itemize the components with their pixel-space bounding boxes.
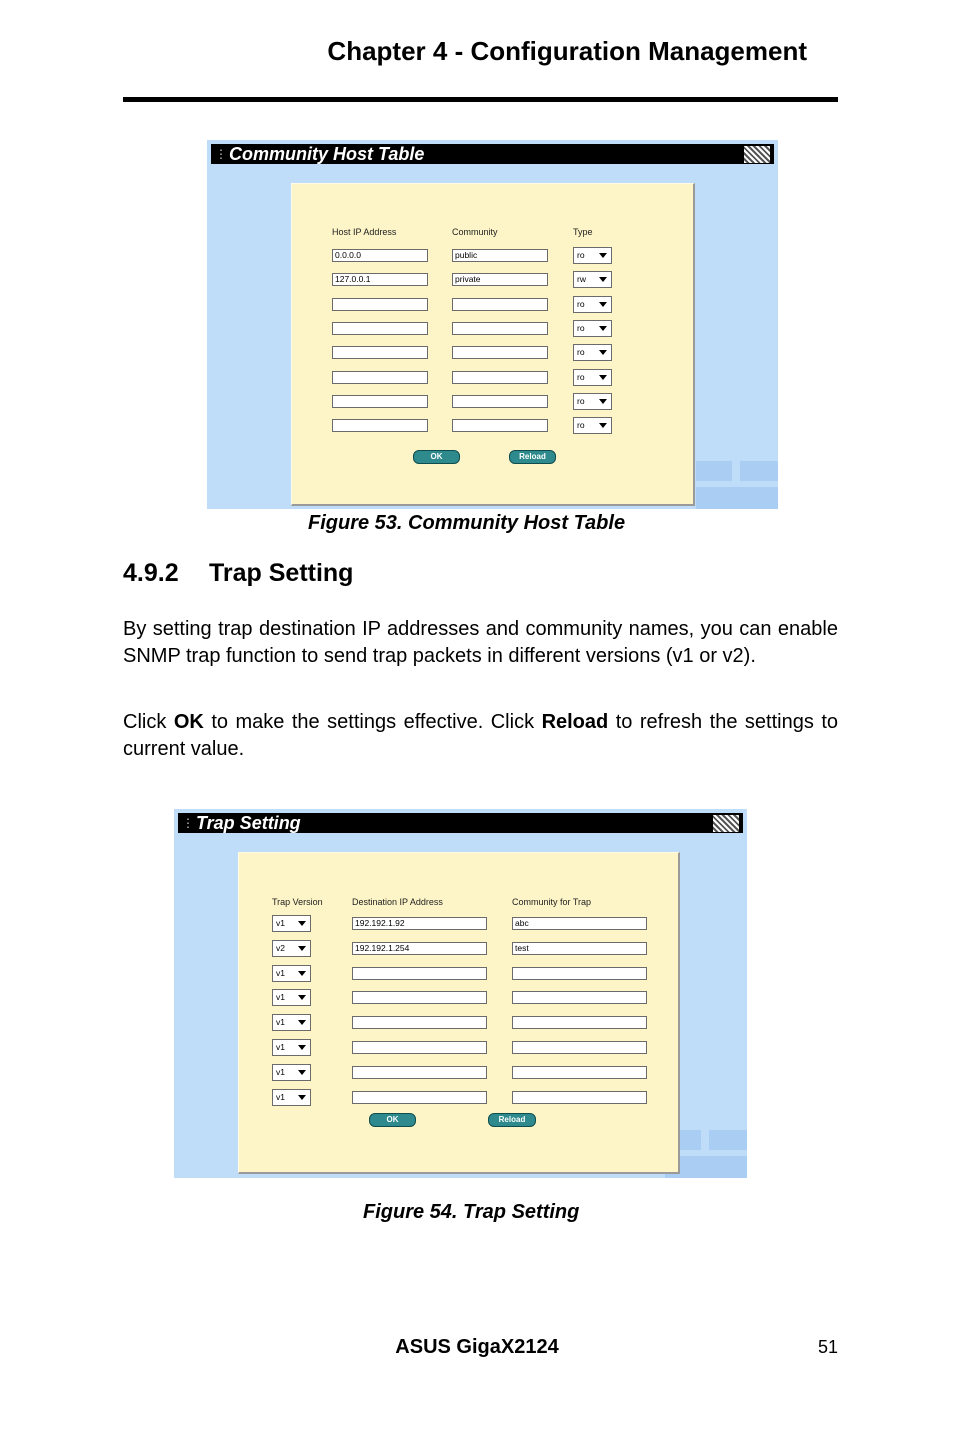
- destination-ip-input[interactable]: [352, 1041, 487, 1054]
- host-ip-input[interactable]: [332, 346, 428, 359]
- community-for-trap-input[interactable]: [512, 1041, 647, 1054]
- trap-version-value: v1: [276, 992, 285, 1003]
- type-select[interactable]: [573, 417, 612, 434]
- brand-logo-icon: [744, 146, 770, 163]
- trap-version-select[interactable]: [272, 1039, 311, 1056]
- column-header-community: Community: [452, 227, 498, 237]
- section-number: 4.9.2: [123, 559, 179, 587]
- chevron-down-icon: [599, 302, 607, 307]
- community-for-trap-input[interactable]: [512, 1016, 647, 1029]
- column-header-trap-version: Trap Version: [272, 897, 323, 907]
- community-for-trap-input[interactable]: test: [512, 942, 647, 955]
- reload-button[interactable]: Reload: [509, 450, 556, 464]
- trap-version-value: v1: [276, 1091, 285, 1102]
- community-for-trap-input[interactable]: [512, 1066, 647, 1079]
- column-header-destination-ip: Destination IP Address: [352, 897, 443, 907]
- para-text: to refresh the settings to current value.: [123, 711, 839, 760]
- destination-ip-input[interactable]: [352, 967, 487, 980]
- type-value: ro: [577, 371, 585, 382]
- ok-keyword: OK: [173, 711, 204, 733]
- chevron-down-icon: [298, 1095, 306, 1100]
- reload-keyword: Reload: [541, 711, 609, 733]
- para-text: Click: [123, 711, 174, 733]
- chevron-down-icon: [599, 326, 607, 331]
- type-select[interactable]: [573, 393, 612, 410]
- trap-version-value: v2: [276, 942, 285, 953]
- window-title: Trap Setting: [196, 813, 301, 833]
- footer-product-name: ASUS GigaX2124: [395, 1336, 559, 1358]
- paragraph-instructions: [123, 709, 838, 762]
- type-select[interactable]: [573, 296, 612, 313]
- host-ip-input[interactable]: [332, 298, 428, 311]
- community-input[interactable]: [452, 298, 548, 311]
- type-value: ro: [577, 395, 585, 406]
- ok-button[interactable]: OK: [413, 450, 460, 464]
- chevron-down-icon: [599, 399, 607, 404]
- column-header-host-ip: Host IP Address: [332, 227, 397, 237]
- window-title: Community Host Table: [229, 144, 425, 164]
- watermark-logo: [696, 461, 778, 509]
- window-menu-icon: ⋮: [182, 816, 194, 830]
- column-header-community-for-trap: Community for Trap: [512, 897, 592, 907]
- community-for-trap-input[interactable]: [512, 991, 647, 1004]
- window-menu-icon: ⋮: [215, 147, 227, 161]
- chevron-down-icon: [298, 1045, 306, 1050]
- trap-version-value: v1: [276, 967, 285, 978]
- chevron-down-icon: [599, 277, 607, 282]
- page-number: 51: [818, 1337, 839, 1357]
- type-select[interactable]: [573, 247, 612, 264]
- type-value: ro: [577, 298, 585, 309]
- trap-version-select[interactable]: [272, 1064, 311, 1081]
- chevron-down-icon: [298, 971, 306, 976]
- community-for-trap-input[interactable]: [512, 1091, 647, 1104]
- trap-setting-screenshot: [174, 809, 747, 1178]
- window-titlebar: [211, 144, 774, 164]
- column-header-type: Type: [573, 227, 593, 237]
- chevron-down-icon: [599, 350, 607, 355]
- type-select[interactable]: [573, 344, 612, 361]
- figure-53-caption: Figure 53. Community Host Table: [308, 512, 626, 534]
- chevron-down-icon: [599, 423, 607, 428]
- community-for-trap-input[interactable]: [512, 967, 647, 980]
- destination-ip-input[interactable]: 192.192.1.254: [352, 942, 487, 955]
- brand-logo-icon: [713, 815, 739, 832]
- community-input[interactable]: [452, 346, 548, 359]
- community-input[interactable]: [452, 395, 548, 408]
- paragraph-intro: By setting trap destination IP addresses and community names, you can enable SNMP trap function to send trap packets in different versions (v1 or v2).: [123, 618, 838, 667]
- community-for-trap-input[interactable]: abc: [512, 917, 647, 930]
- destination-ip-input[interactable]: [352, 991, 487, 1004]
- type-value: ro: [577, 322, 585, 333]
- type-value: ro: [577, 347, 585, 358]
- header-rule: [123, 97, 838, 102]
- reload-button[interactable]: Reload: [488, 1113, 536, 1127]
- trap-version-value: v1: [276, 1042, 285, 1052]
- trap-version-value: v1: [276, 1066, 285, 1077]
- type-value: rw: [577, 274, 586, 285]
- trap-version-select[interactable]: [272, 989, 311, 1006]
- trap-version-select[interactable]: [272, 1014, 311, 1031]
- destination-ip-input[interactable]: 192.192.1.92: [352, 917, 487, 930]
- chevron-down-icon: [298, 1070, 306, 1075]
- community-input[interactable]: [452, 322, 548, 335]
- community-host-form: [291, 183, 695, 506]
- section-title: Trap Setting: [209, 559, 354, 587]
- trap-version-select[interactable]: [272, 915, 311, 932]
- host-ip-input[interactable]: [332, 322, 428, 335]
- trap-version-value: v1: [276, 918, 285, 928]
- figure-54-caption: Figure 54. Trap Setting: [363, 1201, 580, 1223]
- chevron-down-icon: [599, 375, 607, 380]
- chapter-title: Chapter 4 - Configuration Management: [327, 36, 807, 66]
- destination-ip-input[interactable]: [352, 1091, 487, 1104]
- destination-ip-input[interactable]: [352, 1066, 487, 1079]
- host-ip-input[interactable]: [332, 395, 428, 408]
- type-value: ro: [577, 420, 585, 431]
- type-select[interactable]: [573, 320, 612, 337]
- community-input[interactable]: public: [452, 249, 548, 262]
- window-titlebar: [178, 813, 743, 833]
- host-ip-input[interactable]: 127.0.0.1: [332, 273, 428, 286]
- trap-version-select[interactable]: [272, 1089, 311, 1106]
- host-ip-input[interactable]: [332, 371, 428, 384]
- community-input[interactable]: private: [452, 273, 548, 286]
- community-input[interactable]: [452, 419, 548, 432]
- destination-ip-input[interactable]: [352, 1016, 487, 1029]
- community-host-table-screenshot: [207, 140, 778, 509]
- trap-setting-form: [238, 852, 680, 1174]
- type-select[interactable]: [573, 369, 612, 386]
- community-input[interactable]: [452, 371, 548, 384]
- para-text: to make the settings effective. Click: [203, 711, 542, 733]
- ok-button[interactable]: OK: [369, 1113, 416, 1127]
- chevron-down-icon: [599, 253, 607, 258]
- host-ip-input[interactable]: 0.0.0.0: [332, 249, 428, 262]
- trap-version-select[interactable]: [272, 965, 311, 982]
- type-select[interactable]: [573, 271, 612, 288]
- type-value: ro: [577, 250, 585, 260]
- trap-version-value: v1: [276, 1017, 285, 1028]
- chevron-down-icon: [298, 921, 306, 926]
- host-ip-input[interactable]: [332, 419, 428, 432]
- chevron-down-icon: [298, 946, 306, 951]
- trap-version-select[interactable]: [272, 940, 311, 957]
- chevron-down-icon: [298, 995, 306, 1000]
- chevron-down-icon: [298, 1020, 306, 1025]
